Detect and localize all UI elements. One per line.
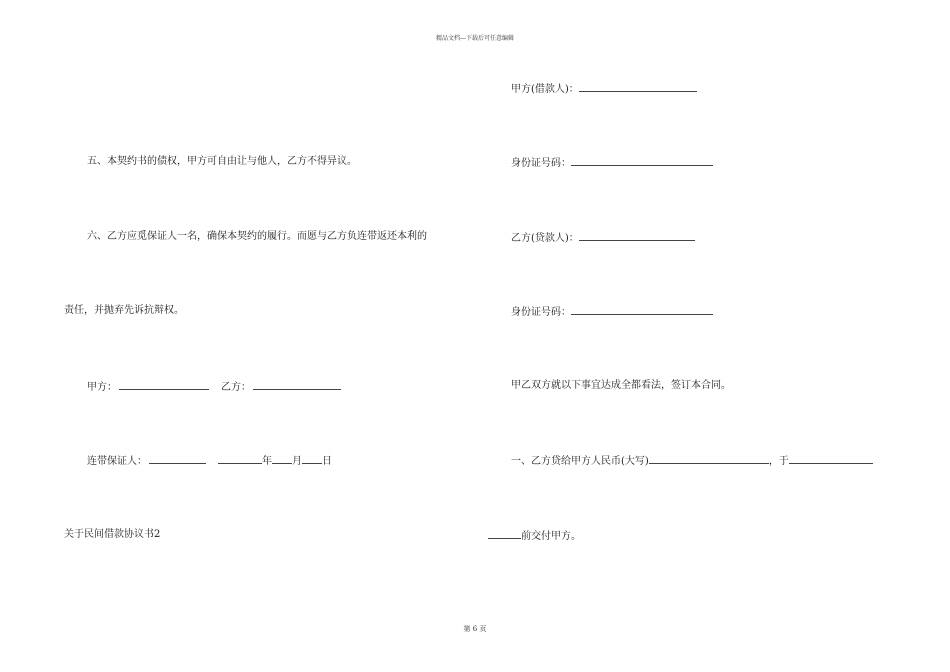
lender-line xyxy=(511,231,695,245)
clause-6-line-2: 责任，并抛弃先诉抗辩权。 xyxy=(64,305,184,316)
party-a-blank xyxy=(119,380,209,390)
clause-1-continuation xyxy=(488,529,581,543)
party-b-label: 乙方： xyxy=(221,382,251,393)
deadline-blank xyxy=(488,529,521,539)
signature-line-parties xyxy=(87,380,341,394)
clause-1-part-2: ，于 xyxy=(768,456,789,467)
borrower-blank xyxy=(579,82,697,92)
day-label: 日 xyxy=(322,456,332,467)
clause-1-part-1: 一、乙方贷给甲方人民币(大写) xyxy=(511,456,649,467)
month-label: 月 xyxy=(292,456,302,467)
borrower-line xyxy=(511,82,697,96)
clause-1-cont-text: 前交付甲方。 xyxy=(521,531,581,542)
clause-6-line-1: 六、乙方应觅保证人一名，确保本契约的履行。而愿与乙方负连带返还本利的 xyxy=(87,231,427,242)
party-a-label: 甲方： xyxy=(87,382,117,393)
id-line-1 xyxy=(511,156,713,170)
id-blank-2 xyxy=(571,305,713,315)
page-number: 第 6 页 xyxy=(463,625,487,633)
id-blank-1 xyxy=(571,156,713,166)
lender-blank xyxy=(579,231,695,241)
year-blank xyxy=(218,454,262,464)
year-label: 年 xyxy=(262,456,272,467)
id-line-2 xyxy=(511,305,713,319)
borrower-label: 甲方(借款人)： xyxy=(511,84,579,95)
month-blank xyxy=(272,454,292,464)
party-b-blank xyxy=(253,380,341,390)
amount-blank xyxy=(649,454,769,464)
clause-1-line xyxy=(511,454,873,468)
lender-label: 乙方(贷款人)： xyxy=(511,233,579,244)
date-blank xyxy=(789,454,873,464)
clause-5: 五、本契约书的债权，甲方可自由让与他人，乙方不得异议。 xyxy=(87,156,357,167)
agreement-title: 关于民间借款协议书2 xyxy=(64,529,161,540)
id-label-1: 身份证号码： xyxy=(511,158,571,169)
day-blank xyxy=(302,454,322,464)
guarantor-line xyxy=(87,454,332,468)
guarantor-label: 连带保证人： xyxy=(87,456,147,467)
id-label-2: 身份证号码： xyxy=(511,307,571,318)
guarantor-blank xyxy=(149,454,206,464)
agreement-statement: 甲乙双方就以下事宜达成全都看法，签订本合同。 xyxy=(511,380,731,391)
page-header: 精品文档---下载后可任意编辑 xyxy=(435,35,515,42)
